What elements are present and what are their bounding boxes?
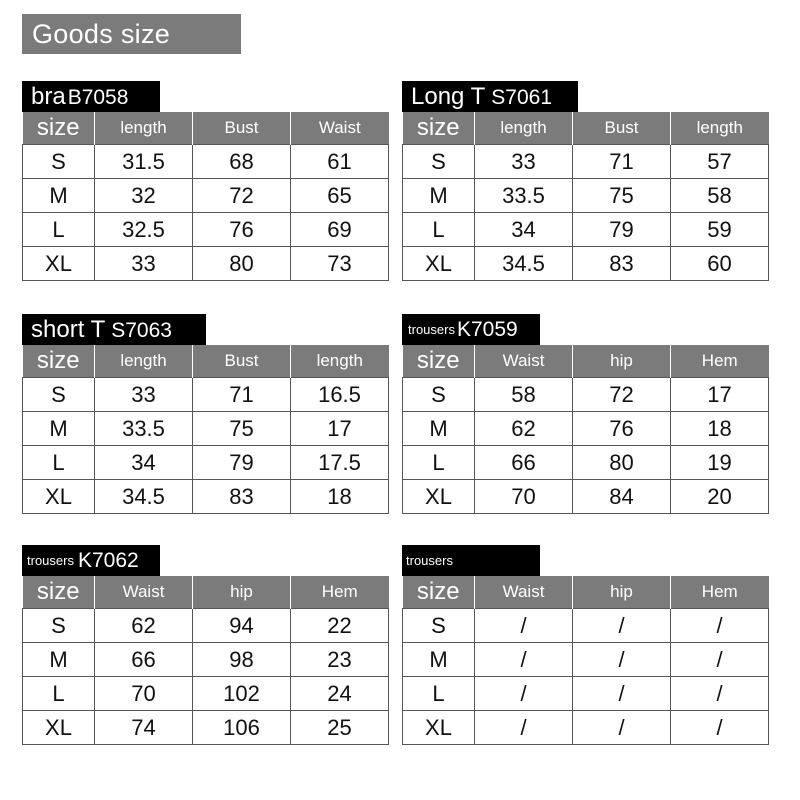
table-cell: 17	[671, 378, 769, 412]
table-cell: 106	[193, 711, 291, 745]
table-row	[403, 480, 769, 514]
block-tag	[402, 314, 540, 345]
header-cell: Waist	[291, 112, 389, 145]
header-cell: length	[475, 112, 573, 145]
table-cell: 20	[671, 480, 769, 514]
table-cell: 61	[291, 145, 389, 179]
block-code: K7059	[456, 318, 518, 341]
header-row	[23, 576, 389, 609]
table-cell: /	[573, 643, 671, 677]
table-row	[23, 213, 389, 247]
table-cell: S	[23, 378, 95, 412]
block-name: trousers	[406, 553, 453, 568]
header-cell: size	[23, 345, 95, 378]
table-cell: XL	[403, 480, 475, 514]
table-cell: /	[475, 711, 573, 745]
table-cell: M	[403, 179, 475, 213]
header-row	[23, 112, 389, 145]
table-cell: 34	[475, 213, 573, 247]
header-cell: size	[23, 112, 95, 145]
block-name: bra	[31, 83, 66, 110]
table-cell: 33.5	[95, 412, 193, 446]
table-cell: 19	[671, 446, 769, 480]
header-cell: length	[95, 345, 193, 378]
table-cell: M	[23, 179, 95, 213]
table-cell: 72	[573, 378, 671, 412]
table-row	[403, 711, 769, 745]
header-cell: Hem	[291, 576, 389, 609]
table-cell: L	[403, 446, 475, 480]
table-cell: /	[475, 643, 573, 677]
table-cell: S	[403, 609, 475, 643]
table-cell: L	[23, 446, 95, 480]
table-cell: M	[23, 643, 95, 677]
table-cell: 73	[291, 247, 389, 281]
table-cell: L	[23, 213, 95, 247]
header-cell: size	[403, 345, 475, 378]
table-cell: 76	[573, 412, 671, 446]
table-cell: 32.5	[95, 213, 193, 247]
table-row	[403, 145, 769, 179]
block-name: trousers	[27, 553, 74, 568]
table-cell: XL	[403, 247, 475, 281]
table-cell: 33	[95, 378, 193, 412]
block-tag	[22, 545, 160, 576]
block-name: short T	[31, 316, 106, 343]
table-cell: /	[573, 609, 671, 643]
table-cell: 83	[193, 480, 291, 514]
table-cell: 70	[475, 480, 573, 514]
block-code: K7062	[77, 549, 139, 572]
header-cell: length	[671, 112, 769, 145]
table-cell: /	[475, 609, 573, 643]
table-cell: 75	[573, 179, 671, 213]
block-tag	[22, 314, 206, 345]
header-cell: size	[403, 112, 475, 145]
table-cell: 76	[193, 213, 291, 247]
size-chart-trousers-blank	[402, 545, 768, 745]
table-cell: 79	[573, 213, 671, 247]
table-cell: /	[671, 711, 769, 745]
table-row	[23, 446, 389, 480]
block-tag	[402, 545, 540, 576]
table-row	[23, 247, 389, 281]
table-cell: 18	[291, 480, 389, 514]
table-cell: 80	[193, 247, 291, 281]
table-row	[23, 145, 389, 179]
table-cell: 65	[291, 179, 389, 213]
size-chart-trousers-k7062	[22, 545, 388, 745]
header-cell: hip	[573, 345, 671, 378]
table-cell: 33	[475, 145, 573, 179]
table-row	[23, 480, 389, 514]
table-cell: /	[573, 677, 671, 711]
table-row	[403, 643, 769, 677]
table-cell: M	[403, 412, 475, 446]
table-cell: /	[671, 677, 769, 711]
size-table	[402, 112, 769, 281]
table-cell: S	[403, 145, 475, 179]
block-tag	[22, 81, 160, 112]
header-cell: length	[291, 345, 389, 378]
table-cell: L	[403, 677, 475, 711]
table-cell: 33	[95, 247, 193, 281]
table-cell: 68	[193, 145, 291, 179]
table-cell: 32	[95, 179, 193, 213]
table-row	[23, 412, 389, 446]
table-cell: 58	[475, 378, 573, 412]
table-cell: S	[23, 609, 95, 643]
table-cell: XL	[23, 711, 95, 745]
table-cell: 83	[573, 247, 671, 281]
block-name: Long T	[411, 83, 486, 110]
table-cell: M	[23, 412, 95, 446]
size-table	[22, 112, 389, 281]
table-row	[403, 213, 769, 247]
table-cell: 17	[291, 412, 389, 446]
header-cell: Waist	[95, 576, 193, 609]
size-table	[22, 576, 389, 745]
page-title: Goods size	[22, 14, 241, 54]
block-code: S7063	[111, 319, 172, 342]
table-row	[23, 179, 389, 213]
table-cell: 74	[95, 711, 193, 745]
table-row	[23, 711, 389, 745]
table-cell: 72	[193, 179, 291, 213]
table-cell: S	[403, 378, 475, 412]
table-row	[403, 378, 769, 412]
table-row	[403, 247, 769, 281]
table-cell: 62	[95, 609, 193, 643]
table-cell: 80	[573, 446, 671, 480]
header-cell: Bust	[193, 345, 291, 378]
table-cell: M	[403, 643, 475, 677]
size-chart-bra-b7058	[22, 81, 388, 281]
table-cell: 18	[671, 412, 769, 446]
table-cell: 70	[95, 677, 193, 711]
table-cell: 66	[475, 446, 573, 480]
table-cell: 60	[671, 247, 769, 281]
header-row	[403, 345, 769, 378]
size-table	[22, 345, 389, 514]
table-cell: /	[573, 711, 671, 745]
table-cell: 59	[671, 213, 769, 247]
header-cell: hip	[193, 576, 291, 609]
header-cell: length	[95, 112, 193, 145]
table-cell: 34.5	[475, 247, 573, 281]
header-cell: size	[403, 576, 475, 609]
table-cell: 71	[193, 378, 291, 412]
header-cell: Waist	[475, 345, 573, 378]
block-code: B7058	[67, 86, 129, 109]
table-cell: /	[475, 677, 573, 711]
table-cell: 98	[193, 643, 291, 677]
table-row	[23, 609, 389, 643]
size-chart-long-t-s7061	[402, 81, 768, 281]
table-cell: L	[403, 213, 475, 247]
table-cell: /	[671, 643, 769, 677]
header-row	[23, 345, 389, 378]
table-cell: 94	[193, 609, 291, 643]
table-cell: XL	[23, 480, 95, 514]
table-cell: S	[23, 145, 95, 179]
table-cell: 33.5	[475, 179, 573, 213]
table-row	[403, 609, 769, 643]
table-cell: 24	[291, 677, 389, 711]
size-chart-short-t-s7063	[22, 314, 388, 514]
header-cell: Bust	[573, 112, 671, 145]
table-row	[403, 446, 769, 480]
table-cell: 22	[291, 609, 389, 643]
table-cell: 31.5	[95, 145, 193, 179]
size-table	[402, 576, 769, 745]
table-cell: 75	[193, 412, 291, 446]
table-row	[23, 378, 389, 412]
size-chart-trousers-k7059	[402, 314, 768, 514]
table-row	[403, 677, 769, 711]
header-cell: Waist	[475, 576, 573, 609]
header-row	[403, 576, 769, 609]
table-cell: 16.5	[291, 378, 389, 412]
table-cell: 71	[573, 145, 671, 179]
table-row	[403, 179, 769, 213]
header-cell: Bust	[193, 112, 291, 145]
table-cell: 17.5	[291, 446, 389, 480]
header-cell: size	[23, 576, 95, 609]
table-cell: 84	[573, 480, 671, 514]
table-cell: 69	[291, 213, 389, 247]
table-cell: 34	[95, 446, 193, 480]
table-cell: 62	[475, 412, 573, 446]
table-cell: 66	[95, 643, 193, 677]
table-row	[23, 643, 389, 677]
table-cell: 25	[291, 711, 389, 745]
header-cell: Hem	[671, 345, 769, 378]
table-cell: 23	[291, 643, 389, 677]
header-cell: Hem	[671, 576, 769, 609]
table-cell: 34.5	[95, 480, 193, 514]
header-row	[403, 112, 769, 145]
table-cell: 58	[671, 179, 769, 213]
table-row	[403, 412, 769, 446]
table-cell: 79	[193, 446, 291, 480]
size-table	[402, 345, 769, 514]
table-cell: L	[23, 677, 95, 711]
block-name: trousers	[408, 322, 455, 337]
block-code: S7061	[491, 86, 553, 109]
table-cell: XL	[23, 247, 95, 281]
table-cell: /	[671, 609, 769, 643]
table-cell: XL	[403, 711, 475, 745]
table-cell: 102	[193, 677, 291, 711]
block-tag	[402, 81, 578, 112]
table-row	[23, 677, 389, 711]
table-cell: 57	[671, 145, 769, 179]
header-cell: hip	[573, 576, 671, 609]
